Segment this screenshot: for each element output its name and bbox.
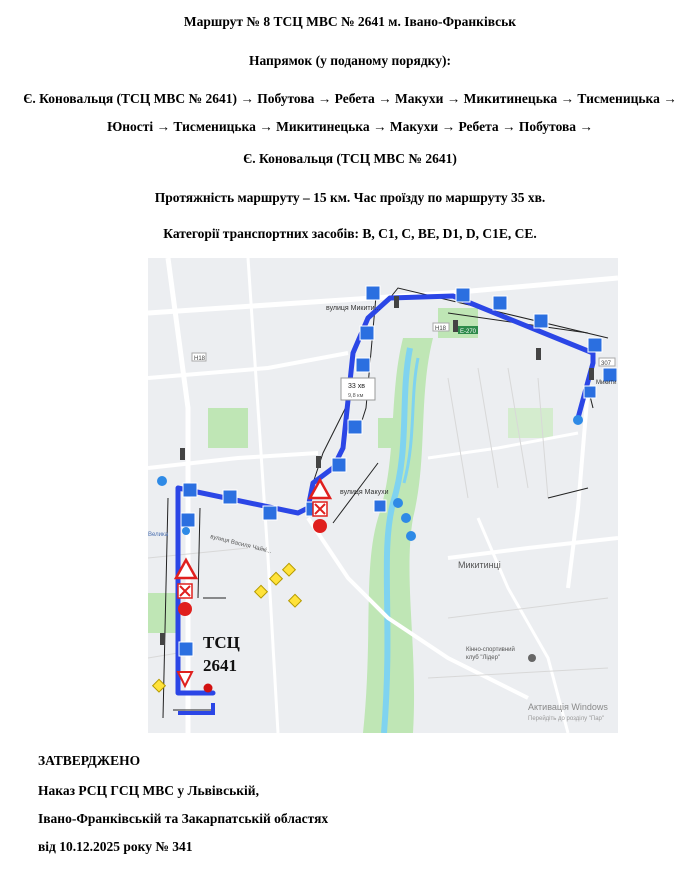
- park-area: [148, 593, 178, 633]
- traffic-light-icon: [160, 633, 165, 645]
- stop-sign-icon: [313, 519, 327, 533]
- crossing-sign-icon: [348, 420, 362, 434]
- roundabout-icon: [182, 527, 190, 535]
- route-title: Маршрут № 8 ТСЦ МВС № 2641 м. Івано-Франківськ: [183, 14, 517, 29]
- roundabout-icon: [157, 476, 167, 486]
- direction-label: Напрямок (у поданому порядку):: [248, 53, 451, 68]
- route-line-1: Є. Коновальця (ТСЦ МВС № 2641) → Побутова → Ребета → Макухи → Микитинецька → Тисменицька →: [23, 91, 677, 106]
- approval-date-line: від 10.12.2025 року № 341: [38, 839, 193, 854]
- crossing-sign-icon: [584, 386, 596, 398]
- crossing-sign-icon: [181, 513, 195, 527]
- street-label: вулиця Макухи: [340, 489, 389, 496]
- district-label: Микитинці: [458, 560, 501, 570]
- traffic-light-icon: [589, 368, 594, 380]
- traffic-light-icon: [316, 456, 321, 468]
- crossing-sign-icon: [356, 358, 370, 372]
- crossing-sign-icon: [360, 326, 374, 340]
- route-distance-value: 9,8 км: [348, 393, 364, 399]
- windows-activation-hint: Перейдіть до розділу "Пар": [528, 716, 605, 722]
- tsc-location-pin-icon: [204, 684, 213, 693]
- tsc-label-line-2: 2641: [203, 656, 237, 675]
- route-time-value: 33 хв: [348, 383, 365, 390]
- roundabout-icon: [393, 498, 403, 508]
- route-line-3: Є. Коновальця (ТСЦ МВС № 2641): [243, 151, 457, 166]
- park-area: [508, 408, 553, 438]
- traffic-light-icon: [453, 320, 458, 332]
- crossing-sign-icon: [183, 483, 197, 497]
- street-label: Велика: [148, 532, 169, 538]
- road-shield-label: H18: [194, 356, 206, 362]
- roundabout-icon: [406, 531, 416, 541]
- street-label: вулиця Василя Чайкі...: [209, 534, 272, 556]
- roundabout-icon: [573, 415, 583, 425]
- crossing-sign-icon: [179, 642, 193, 656]
- traffic-light-icon: [536, 348, 541, 360]
- approval-order-line: Наказ РСЦ ГСЦ МВС у Львівській,: [38, 783, 259, 798]
- approval-regions-line: Івано-Франківській та Закарпатській областях: [38, 811, 329, 826]
- traffic-light-icon: [180, 448, 185, 460]
- roundabout-icon: [401, 513, 411, 523]
- road-shield-label: H18: [435, 326, 447, 332]
- crossing-sign-icon: [332, 458, 346, 472]
- poi-label: клуб "Лідер": [466, 655, 501, 661]
- route-length-line: Протяжність маршруту – 15 км. Час проїзду по маршруту 35 хв.: [154, 190, 546, 205]
- poi-pin-icon: [528, 654, 536, 662]
- crossing-sign-icon: [366, 286, 380, 300]
- route-map-svg: [148, 258, 618, 733]
- approved-heading: ЗАТВЕРДЖЕНО: [38, 753, 141, 768]
- crossing-sign-icon: [223, 490, 237, 504]
- traffic-light-icon: [394, 296, 399, 308]
- street-label: вулиця Микити...: [326, 305, 381, 312]
- crossing-sign-icon: [588, 338, 602, 352]
- tsc-label-line-1: ТСЦ: [203, 633, 240, 652]
- crossing-sign-icon: [374, 500, 386, 512]
- route-map: [148, 258, 618, 733]
- windows-activation-watermark: Активація Windows: [528, 702, 608, 712]
- vehicle-categories-line: Категорії транспортних засобів: B, C1, C, BE, D1, D, C1E, CE.: [163, 226, 537, 241]
- crossing-sign-icon: [456, 288, 470, 302]
- road-shield-label: 307: [601, 361, 612, 367]
- crossing-sign-icon: [493, 296, 507, 310]
- stop-sign-icon: [178, 602, 192, 616]
- crossing-sign-icon: [263, 506, 277, 520]
- crossing-sign-icon: [534, 314, 548, 328]
- route-line-2: Юності → Тисменицька → Микитинецька → Макухи → Ребета → Побутова →: [107, 119, 593, 134]
- road-shield-label: Е-270: [460, 329, 477, 335]
- park-area: [208, 408, 248, 448]
- poi-label: Кінно-спортивний: [466, 647, 515, 653]
- street-label: Микити: [596, 380, 617, 386]
